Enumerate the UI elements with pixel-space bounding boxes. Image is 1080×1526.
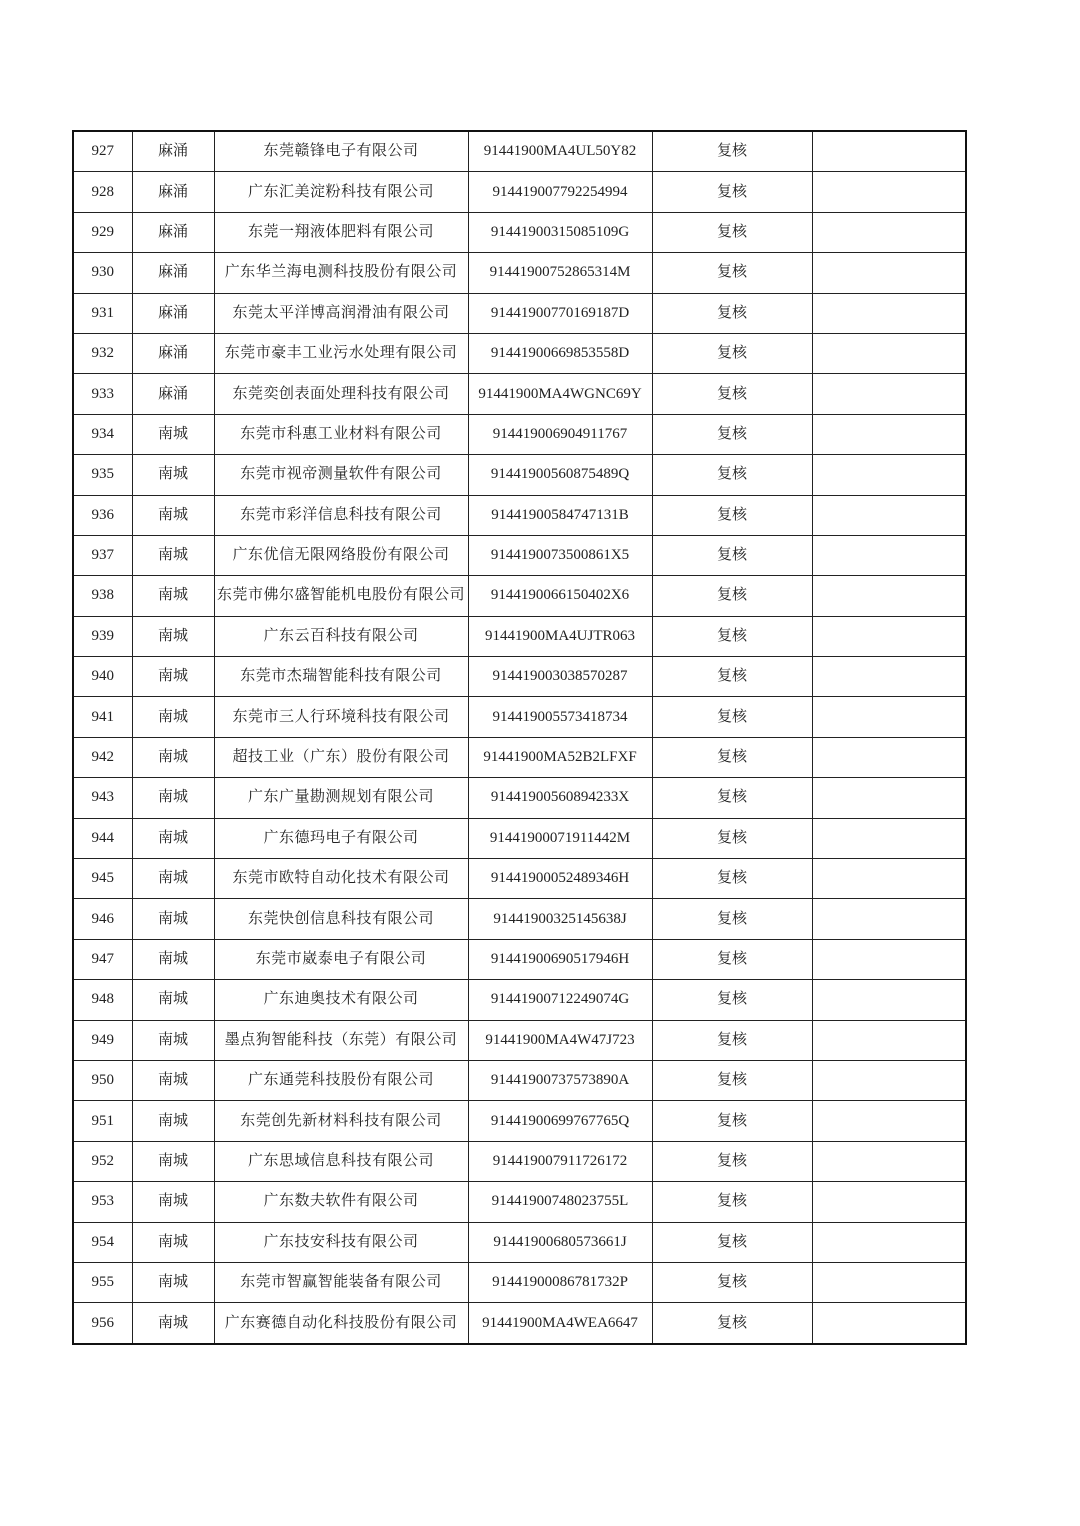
row-number-cell: 948 [73, 980, 132, 1020]
table-row [73, 131, 966, 172]
town-cell: 南城 [132, 1303, 214, 1344]
row-number-cell: 942 [73, 737, 132, 777]
remarks-cell [812, 455, 966, 495]
company-name-cell: 东莞市崴泰电子有限公司 [214, 939, 468, 979]
row-number-cell: 946 [73, 899, 132, 939]
row-number-cell: 937 [73, 535, 132, 575]
table-row [73, 859, 966, 899]
review-type-cell: 复核 [652, 737, 812, 777]
company-list-table [72, 130, 967, 1345]
row-number-cell: 931 [73, 293, 132, 333]
row-number-cell: 939 [73, 616, 132, 656]
row-number-cell: 955 [73, 1262, 132, 1302]
credit-code-cell: 91441900MA4UL50Y82 [468, 131, 652, 172]
remarks-cell [812, 131, 966, 172]
review-type-cell: 复核 [652, 939, 812, 979]
remarks-cell [812, 616, 966, 656]
town-cell: 南城 [132, 1262, 214, 1302]
remarks-cell [812, 818, 966, 858]
review-type-cell: 复核 [652, 131, 812, 172]
company-name-cell: 广东广量勘测规划有限公司 [214, 778, 468, 818]
review-type-cell: 复核 [652, 980, 812, 1020]
company-name-cell: 广东汇美淀粉科技有限公司 [214, 172, 468, 212]
remarks-cell [812, 657, 966, 697]
review-type-cell: 复核 [652, 293, 812, 333]
row-number-cell: 940 [73, 657, 132, 697]
credit-code-cell: 91441900770169187D [468, 293, 652, 333]
review-type-cell: 复核 [652, 212, 812, 252]
company-name-cell: 广东通莞科技股份有限公司 [214, 1060, 468, 1100]
town-cell: 南城 [132, 414, 214, 454]
table-row [73, 576, 966, 616]
town-cell: 南城 [132, 737, 214, 777]
review-type-cell: 复核 [652, 495, 812, 535]
town-cell: 麻涌 [132, 172, 214, 212]
credit-code-cell: 91441900MA4WGNC69Y [468, 374, 652, 414]
town-cell: 南城 [132, 1060, 214, 1100]
company-name-cell: 东莞快创信息科技有限公司 [214, 899, 468, 939]
table-row [73, 1141, 966, 1181]
credit-code-cell: 9144190073500861X5 [468, 535, 652, 575]
row-number-cell: 949 [73, 1020, 132, 1060]
review-type-cell: 复核 [652, 455, 812, 495]
credit-code-cell: 914419007792254994 [468, 172, 652, 212]
row-number-cell: 945 [73, 859, 132, 899]
company-name-cell: 东莞市视帝测量软件有限公司 [214, 455, 468, 495]
town-cell: 南城 [132, 1222, 214, 1262]
row-number-cell: 930 [73, 253, 132, 293]
table-row [73, 1222, 966, 1262]
credit-code-cell: 91441900MA4UJTR063 [468, 616, 652, 656]
company-name-cell: 广东迪奥技术有限公司 [214, 980, 468, 1020]
review-type-cell: 复核 [652, 697, 812, 737]
credit-code-cell: 914419007911726172 [468, 1141, 652, 1181]
row-number-cell: 938 [73, 576, 132, 616]
row-number-cell: 929 [73, 212, 132, 252]
town-cell: 南城 [132, 1101, 214, 1141]
table-row [73, 697, 966, 737]
remarks-cell [812, 253, 966, 293]
table-row [73, 495, 966, 535]
table-row [73, 616, 966, 656]
table-row [73, 899, 966, 939]
company-name-cell: 东莞市智赢智能装备有限公司 [214, 1262, 468, 1302]
credit-code-cell: 91441900086781732P [468, 1262, 652, 1302]
remarks-cell [812, 778, 966, 818]
town-cell: 南城 [132, 818, 214, 858]
row-number-cell: 943 [73, 778, 132, 818]
review-type-cell: 复核 [652, 535, 812, 575]
review-type-cell: 复核 [652, 1101, 812, 1141]
row-number-cell: 950 [73, 1060, 132, 1100]
table-body [73, 131, 966, 1344]
credit-code-cell: 914419003038570287 [468, 657, 652, 697]
credit-code-cell: 914419006904911767 [468, 414, 652, 454]
company-name-cell: 广东思域信息科技有限公司 [214, 1141, 468, 1181]
row-number-cell: 933 [73, 374, 132, 414]
table-row [73, 535, 966, 575]
company-name-cell: 超技工业（广东）股份有限公司 [214, 737, 468, 777]
credit-code-cell: 91441900MA4WEA6647 [468, 1303, 652, 1344]
review-type-cell: 复核 [652, 616, 812, 656]
row-number-cell: 941 [73, 697, 132, 737]
review-type-cell: 复核 [652, 333, 812, 373]
credit-code-cell: 91441900752865314M [468, 253, 652, 293]
remarks-cell [812, 1060, 966, 1100]
review-type-cell: 复核 [652, 899, 812, 939]
credit-code-cell: 91441900680573661J [468, 1222, 652, 1262]
company-name-cell: 东莞市杰瑞智能科技有限公司 [214, 657, 468, 697]
remarks-cell [812, 212, 966, 252]
credit-code-cell: 91441900560894233X [468, 778, 652, 818]
company-name-cell: 东莞太平洋博高润滑油有限公司 [214, 293, 468, 333]
town-cell: 麻涌 [132, 374, 214, 414]
credit-code-cell: 9144190066150402X6 [468, 576, 652, 616]
remarks-cell [812, 495, 966, 535]
remarks-cell [812, 939, 966, 979]
remarks-cell [812, 1222, 966, 1262]
town-cell: 南城 [132, 616, 214, 656]
review-type-cell: 复核 [652, 1262, 812, 1302]
credit-code-cell: 914419005573418734 [468, 697, 652, 737]
row-number-cell: 952 [73, 1141, 132, 1181]
review-type-cell: 复核 [652, 253, 812, 293]
company-name-cell: 东莞一翔液体肥料有限公司 [214, 212, 468, 252]
table-row [73, 1262, 966, 1302]
town-cell: 南城 [132, 939, 214, 979]
company-name-cell: 广东赛德自动化科技股份有限公司 [214, 1303, 468, 1344]
review-type-cell: 复核 [652, 576, 812, 616]
town-cell: 麻涌 [132, 293, 214, 333]
table-row [73, 212, 966, 252]
town-cell: 南城 [132, 899, 214, 939]
remarks-cell [812, 899, 966, 939]
remarks-cell [812, 576, 966, 616]
remarks-cell [812, 374, 966, 414]
town-cell: 麻涌 [132, 212, 214, 252]
company-name-cell: 广东数夫软件有限公司 [214, 1182, 468, 1222]
table-row [73, 980, 966, 1020]
table-row [73, 1182, 966, 1222]
row-number-cell: 947 [73, 939, 132, 979]
table-row [73, 1303, 966, 1344]
company-name-cell: 东莞市佛尔盛智能机电股份有限公司 [214, 576, 468, 616]
review-type-cell: 复核 [652, 657, 812, 697]
remarks-cell [812, 414, 966, 454]
table-row [73, 172, 966, 212]
company-name-cell: 广东德玛电子有限公司 [214, 818, 468, 858]
remarks-cell [812, 535, 966, 575]
company-name-cell: 东莞市彩洋信息科技有限公司 [214, 495, 468, 535]
review-type-cell: 复核 [652, 859, 812, 899]
credit-code-cell: 91441900748023755L [468, 1182, 652, 1222]
remarks-cell [812, 1020, 966, 1060]
review-type-cell: 复核 [652, 1303, 812, 1344]
credit-code-cell: 91441900MA52B2LFXF [468, 737, 652, 777]
town-cell: 南城 [132, 657, 214, 697]
company-name-cell: 广东云百科技有限公司 [214, 616, 468, 656]
credit-code-cell: 91441900669853558D [468, 333, 652, 373]
company-name-cell: 墨点狗智能科技（东莞）有限公司 [214, 1020, 468, 1060]
credit-code-cell: 91441900690517946H [468, 939, 652, 979]
town-cell: 南城 [132, 1182, 214, 1222]
row-number-cell: 951 [73, 1101, 132, 1141]
credit-code-cell: 91441900699767765Q [468, 1101, 652, 1141]
town-cell: 麻涌 [132, 333, 214, 373]
town-cell: 南城 [132, 980, 214, 1020]
town-cell: 南城 [132, 455, 214, 495]
town-cell: 南城 [132, 697, 214, 737]
company-name-cell: 广东优信无限网络股份有限公司 [214, 535, 468, 575]
row-number-cell: 928 [73, 172, 132, 212]
table-row [73, 455, 966, 495]
row-number-cell: 954 [73, 1222, 132, 1262]
review-type-cell: 复核 [652, 1222, 812, 1262]
row-number-cell: 956 [73, 1303, 132, 1344]
review-type-cell: 复核 [652, 172, 812, 212]
credit-code-cell: 91441900560875489Q [468, 455, 652, 495]
company-name-cell: 广东技安科技有限公司 [214, 1222, 468, 1262]
table-row [73, 818, 966, 858]
credit-code-cell: 91441900MA4W47J723 [468, 1020, 652, 1060]
table-row [73, 1101, 966, 1141]
remarks-cell [812, 172, 966, 212]
row-number-cell: 953 [73, 1182, 132, 1222]
town-cell: 麻涌 [132, 253, 214, 293]
town-cell: 南城 [132, 1141, 214, 1181]
town-cell: 南城 [132, 859, 214, 899]
review-type-cell: 复核 [652, 374, 812, 414]
company-name-cell: 东莞市豪丰工业污水处理有限公司 [214, 333, 468, 373]
table-row [73, 1020, 966, 1060]
company-name-cell: 东莞创先新材料科技有限公司 [214, 1101, 468, 1141]
remarks-cell [812, 1262, 966, 1302]
credit-code-cell: 91441900052489346H [468, 859, 652, 899]
table-row [73, 1060, 966, 1100]
table-row [73, 333, 966, 373]
review-type-cell: 复核 [652, 1182, 812, 1222]
remarks-cell [812, 293, 966, 333]
row-number-cell: 944 [73, 818, 132, 858]
credit-code-cell: 91441900584747131B [468, 495, 652, 535]
town-cell: 南城 [132, 495, 214, 535]
table-row [73, 253, 966, 293]
row-number-cell: 935 [73, 455, 132, 495]
table-row [73, 778, 966, 818]
table-row [73, 939, 966, 979]
row-number-cell: 927 [73, 131, 132, 172]
remarks-cell [812, 697, 966, 737]
credit-code-cell: 91441900325145638J [468, 899, 652, 939]
company-name-cell: 东莞赣锋电子有限公司 [214, 131, 468, 172]
remarks-cell [812, 859, 966, 899]
credit-code-cell: 91441900071911442M [468, 818, 652, 858]
company-name-cell: 东莞市三人行环境科技有限公司 [214, 697, 468, 737]
credit-code-cell: 91441900737573890A [468, 1060, 652, 1100]
town-cell: 南城 [132, 778, 214, 818]
table-row [73, 293, 966, 333]
company-name-cell: 广东华兰海电测科技股份有限公司 [214, 253, 468, 293]
table-row [73, 737, 966, 777]
remarks-cell [812, 980, 966, 1020]
credit-code-cell: 91441900315085109G [468, 212, 652, 252]
company-name-cell: 东莞市科惠工业材料有限公司 [214, 414, 468, 454]
row-number-cell: 936 [73, 495, 132, 535]
table-row [73, 657, 966, 697]
review-type-cell: 复核 [652, 1141, 812, 1181]
row-number-cell: 934 [73, 414, 132, 454]
review-type-cell: 复核 [652, 1020, 812, 1060]
review-type-cell: 复核 [652, 414, 812, 454]
credit-code-cell: 91441900712249074G [468, 980, 652, 1020]
town-cell: 麻涌 [132, 131, 214, 172]
remarks-cell [812, 1101, 966, 1141]
review-type-cell: 复核 [652, 1060, 812, 1100]
review-type-cell: 复核 [652, 818, 812, 858]
row-number-cell: 932 [73, 333, 132, 373]
remarks-cell [812, 333, 966, 373]
remarks-cell [812, 1182, 966, 1222]
review-type-cell: 复核 [652, 778, 812, 818]
town-cell: 南城 [132, 535, 214, 575]
town-cell: 南城 [132, 1020, 214, 1060]
remarks-cell [812, 1303, 966, 1344]
company-name-cell: 东莞市欧特自动化技术有限公司 [214, 859, 468, 899]
table-row [73, 374, 966, 414]
remarks-cell [812, 737, 966, 777]
company-name-cell: 东莞奕创表面处理科技有限公司 [214, 374, 468, 414]
table-row [73, 414, 966, 454]
remarks-cell [812, 1141, 966, 1181]
town-cell: 南城 [132, 576, 214, 616]
